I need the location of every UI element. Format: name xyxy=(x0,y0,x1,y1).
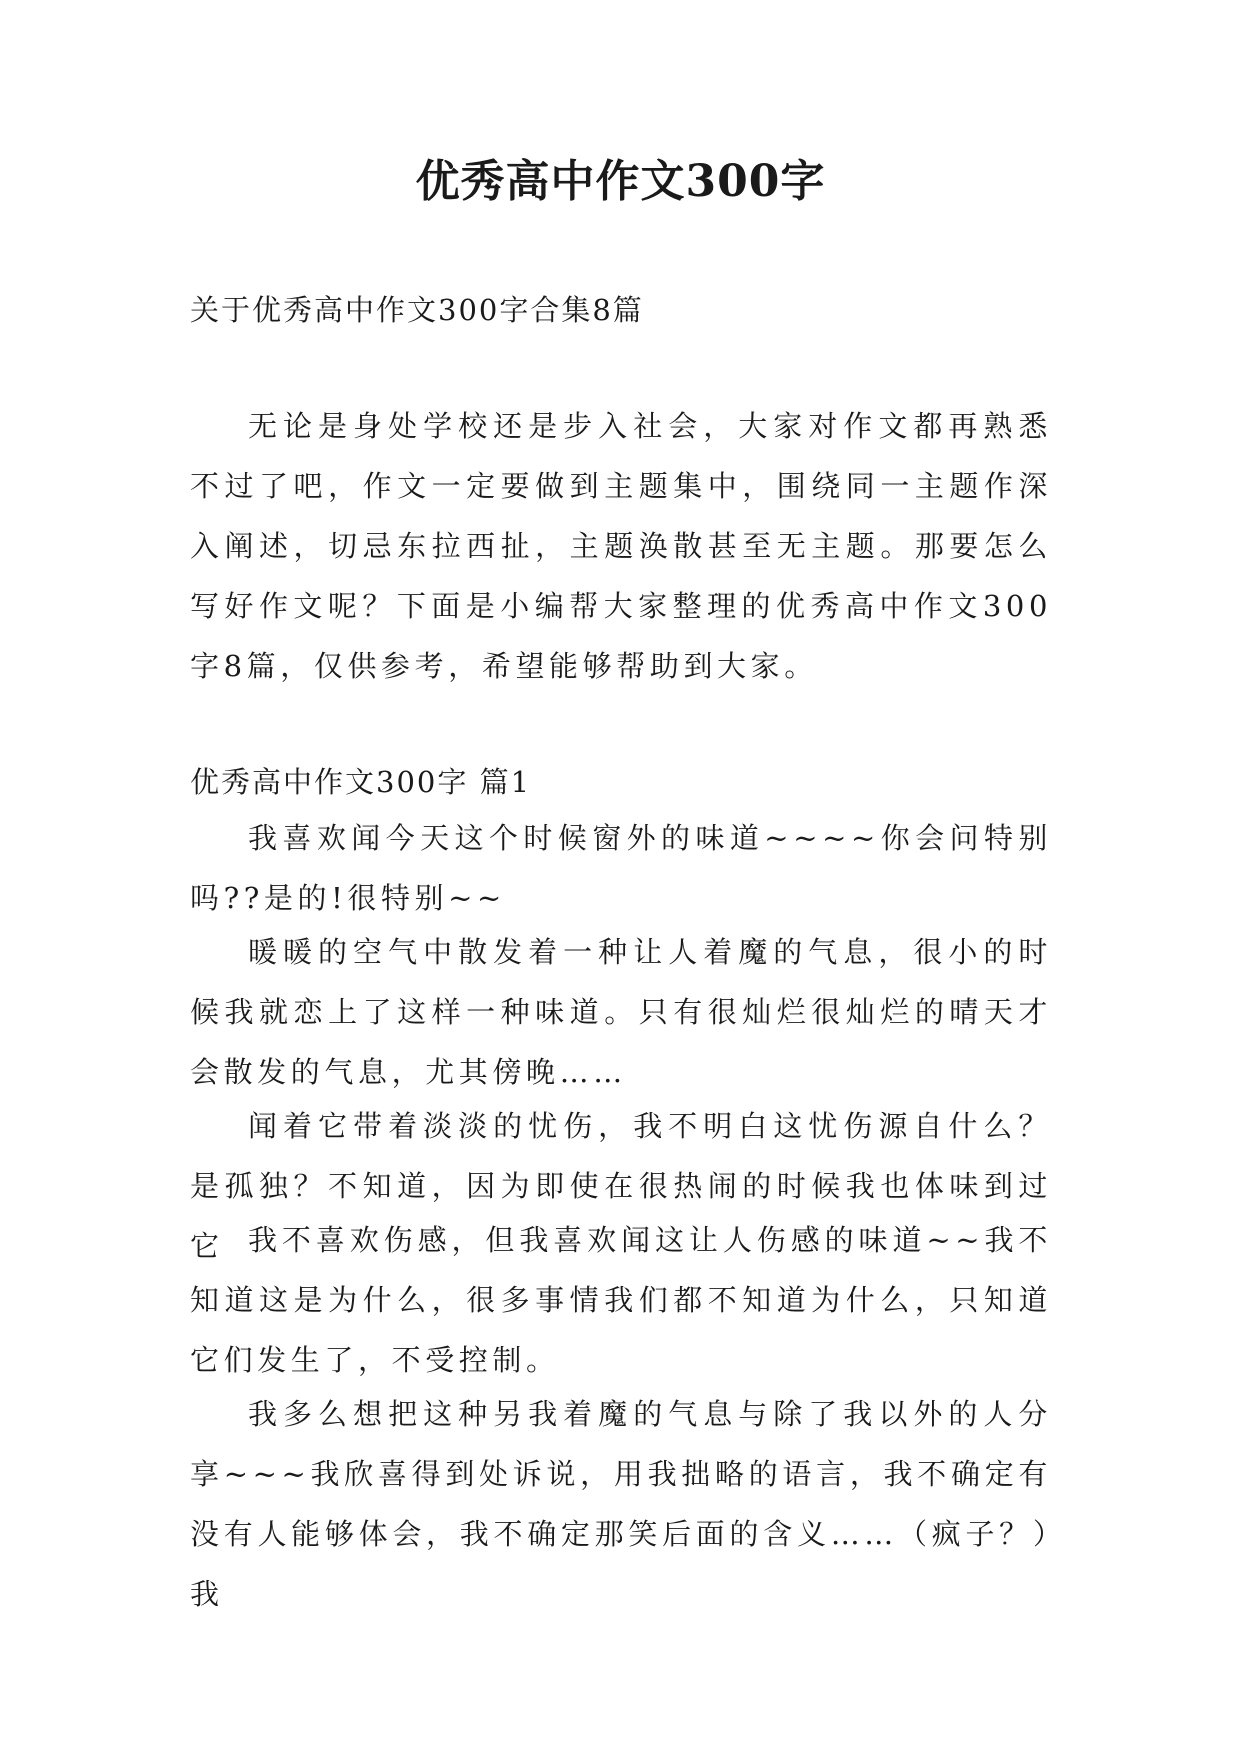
intro-paragraph: 无论是身处学校还是步入社会，大家对作文都再熟悉不过了吧，作文一定要做到主题集中，围绕同一主题作深入阐述，切忌东拉西扯，主题涣散甚至无主题。那要怎么写好作文呢？下面是小编帮大家整理的优秀高中作文300字8篇，仅供参考，希望能够帮助到大家。 xyxy=(190,409,1052,683)
page-title: 优秀高中作文300字 xyxy=(415,156,826,207)
section-heading: 优秀高中作文300字 篇1 xyxy=(190,765,532,799)
essay-paragraph: 闻着它带着淡淡的忧伤，我不明白这忧伤源自什么？是孤独？不知道，因为即使在很热闹的时候我也体味到过它 xyxy=(190,1109,1052,1263)
document-subtitle: 关于优秀高中作文300字合集8篇 xyxy=(190,293,644,327)
essay-paragraph: 暖暖的空气中散发着一种让人着魔的气息，很小的时候我就恋上了这样一种味道。只有很灿烂很灿烂的晴天才会散发的气息，尤其傍晚…… xyxy=(190,935,1052,1089)
essay-paragraph: 我多么想把这种另我着魔的气息与除了我以外的人分享~~~我欣喜得到处诉说，用我拙略的语言，我不确定有没有人能够体会，我不确定那笑后面的含义……（疯子？）我 xyxy=(190,1397,1052,1611)
essay-paragraph: 我不喜欢伤感，但我喜欢闻这让人伤感的味道~~我不知道这是为什么，很多事情我们都不知道为什么，只知道它们发生了，不受控制。 xyxy=(190,1223,1052,1377)
essay-paragraph: 我喜欢闻今天这个时候窗外的味道~~~~你会问特别吗??是的!很特别~~ xyxy=(190,821,1052,915)
